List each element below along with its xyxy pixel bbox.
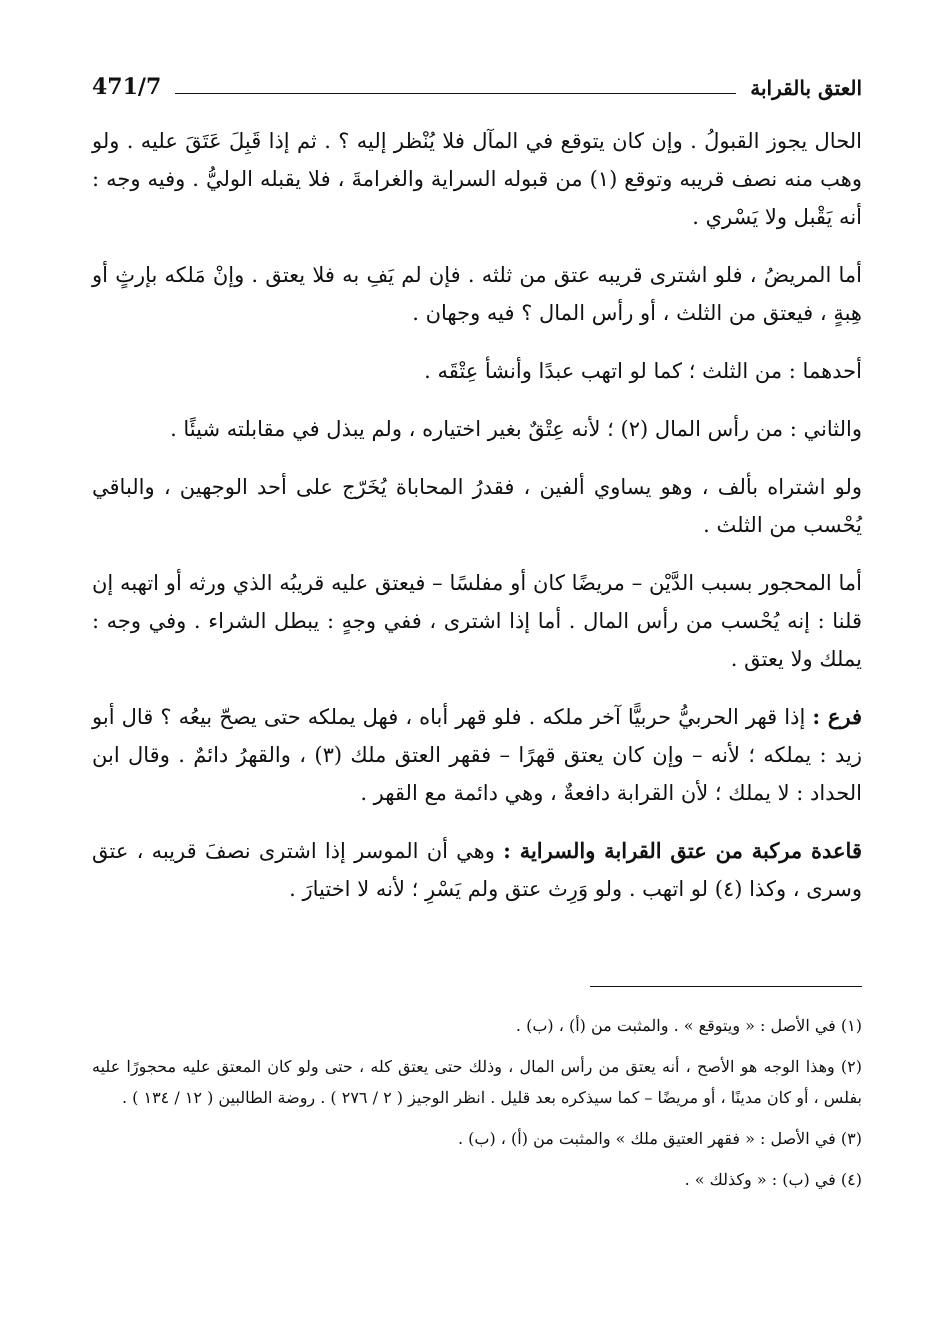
page-number: 471/7 xyxy=(92,74,162,100)
rule-text: وهي أن الموسر إذا اشترى نصفَ قريبه ، عتق وسرى ، وكذا (٤) لو اتهب . ولو وَرِث عتق ولم يَسْرِ ؛ لأنه لا اختيارَ . xyxy=(92,839,862,901)
paragraph: ولو اشتراه بألف ، وهو يساوي ألفين ، فقدرُ المحاباة يُخَرّج على أحد الوجهين ، والباقي يُحْسب من الثلث . xyxy=(92,475,862,537)
footnote: (٣) في الأصل : « فقهر العتيق ملك » والمثبت من (أ) ، (ب) . xyxy=(458,1129,862,1148)
far-heading: فرع : xyxy=(812,704,862,729)
paragraph: أحدهما : من الثلث ؛ كما لو اتهب عبدًا وأنشأ عِتْقَه . xyxy=(424,359,862,383)
footnote-separator xyxy=(590,986,862,987)
rule-heading: قاعدة مركبة من عتق القرابة والسراية : xyxy=(503,838,862,863)
running-head: العتق بالقرابة xyxy=(750,76,862,100)
far-text: إذا قهر الحربيُّ حربيًّا آخر ملكه . فلو قهر أباه ، فهل يملكه حتى يصحّ بيعُه ؟ قال أبو زيد : يملكه ؛ لأنه – وإن كان يعتق قهرًا – فقهر العتق ملك (٣) ، والقهرُ دائمٌ . وقال ابن الحداد : لا يملك ؛ لأن القرابة دافعةٌ ، وهي دائمة مع القهر . xyxy=(92,705,862,805)
paragraph: الحال يجوز القبولُ . وإن كان يتوقع في المآل فلا يُنْظر إليه ؟ . ثم إذا قَبِلَ عَتَقَ عليه . ولو وهب منه نصف قريبه وتوقع (١) من قبوله السراية والغرامةَ ، فلا يقبله الوليُّ . وفيه وجه : أنه يَقْبل ولا يَسْري . xyxy=(92,129,862,229)
footnote: (٤) في (ب) : « وكذلك » . xyxy=(684,1170,862,1189)
footnote: (١) في الأصل : « ويتوقع » . والمثبت من (أ) ، (ب) . xyxy=(515,1016,862,1035)
far-paragraph xyxy=(92,698,862,812)
paragraph: أما المريضُ ، فلو اشترى قريبه عتق من ثلثه . فإن لم يَفِ به فلا يعتق . وإنْ مَلكه بإرثٍ أو هِبةٍ ، فيعتق من الثلث ، أو رأس المال ؟ فيه وجهان . xyxy=(92,263,862,325)
main-text xyxy=(92,122,862,928)
paragraph: أما المحجور بسبب الدَّيْن – مريضًا كان أو مفلسًا – فيعتق عليه قريبُه الذي ورثه أو اتهبه إن قلنا : إنه يُحْسب من رأس المال . أما إذا اشترى ، ففي وجهٍ : يبطل الشراء . وفي وجه : يملك ولا يعتق . xyxy=(92,571,862,671)
paragraph: والثاني : من رأس المال (٢) ؛ لأنه عِتْقٌ بغير اختياره ، ولم يبذل في مقابلته شيئًا . xyxy=(170,417,862,441)
footnotes xyxy=(92,1010,862,1205)
rule-paragraph xyxy=(92,832,862,908)
page-header xyxy=(92,64,862,98)
footnote: (٢) وهذا الوجه هو الأصح ، أنه يعتق من رأس المال ، وذلك حتى يعتق كله ، حتى ولو كان المعتق عليه محجورًا عليه بفلس ، أو كان مدينًا ، أو مريضًا – كما سيذكره بعد قليل . انظر الوجيز ( ٢ / ٢٧٦ ) . روضة الطالبين ( ١٢ / ١٣٤ ) . xyxy=(92,1057,862,1107)
header-rule xyxy=(175,93,736,94)
